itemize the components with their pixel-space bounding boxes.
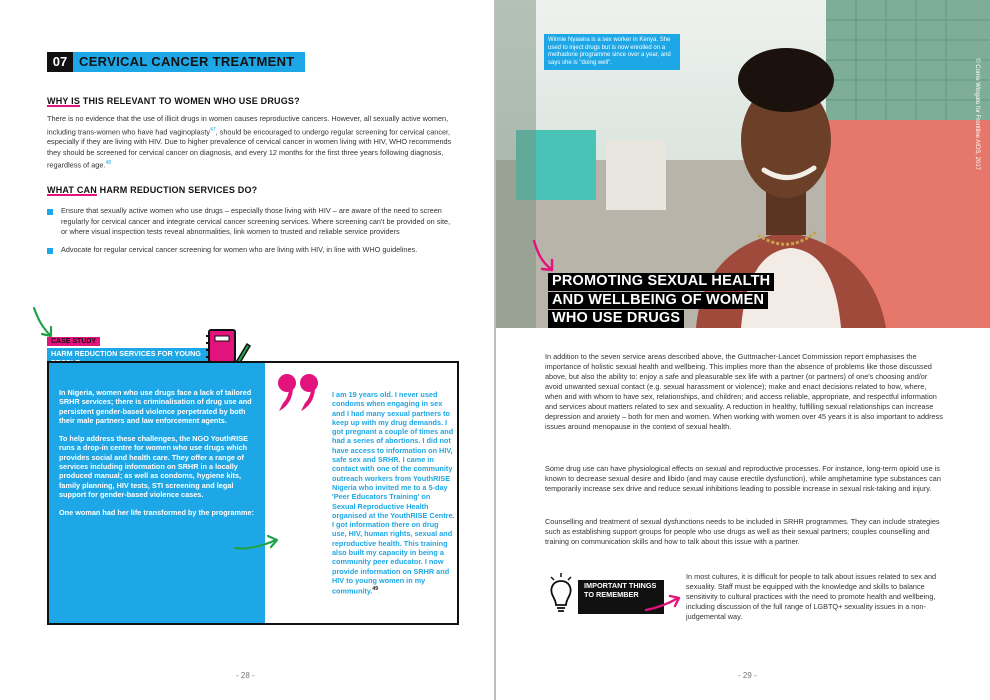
section-header [47,52,305,72]
body-paragraph: Counselling and treatment of sexual dysfunctions needs to be included in SRHR programmes. They can include strategies such as establishing support groups for people who use drugs as well as their sexual partners; couples counselling and training on communication skills and how to talk about this issue with a partner. [545,517,940,546]
bullet-text: Ensure that sexually active women who use drugs – especially those living with HIV – are aware of the need to screen regularly for cervical cancer and integrate cervical cancer screening services. Where screening can't be provided on site, or where visual inspection tests reveal abnormalities, link women to trusted and reliable service providers [61,206,451,236]
question-heading-why [47,96,300,106]
bullet-list [47,206,457,262]
case-study-paragraph: In Nigeria, women who use drugs face a lack of tailored SRHR services; there is criminalisation of drug use and persistent gender-based violence perpetrated by both their male partners and law enforcement agents. [59,388,252,425]
bullet-text: Advocate for regular cervical cancer screening for women who are living with HIV, in line with WHO guidelines. [61,244,418,254]
question-rest: THIS RELEVANT TO WOMEN WHO USE DRUGS? [80,96,300,106]
quote-text: I am 19 years old. I never used condoms when engaging in sex and I had many sexual partners to keep up with my drug demands. I got pregnant a couple of times and had a series of abortions. I did not have access to information on HIV, safe sex and SRHR. I came in contact with one of the community outreach workers from YouthRISE Nigeria who invited me to a 5-day 'Peer Educators Training' on Sexual Reproductive Health organised at the YouthRISE Centre. I got information there on drug use, HIV, human rights, sexual and reproductive health. This training also built my capacity in being a community peer educator. I now provide information on SRHR and HIV to young women in my community. [332,390,455,596]
relevance-paragraph [47,114,452,171]
testimonial-quote [332,390,455,596]
quote-mark-icon [277,373,323,413]
bullet-square-icon [47,248,53,254]
bullet-square-icon [47,209,53,215]
pink-arrow-icon [644,592,684,614]
page-28 [0,0,494,700]
case-study-panel [49,363,265,623]
body-paragraph: Some drug use can have physiological effects on sexual and reproductive processes. For instance, long-term opioid use is known to decrease sexual desire and libido (and may cause erectile dysfunction), while amphetamine type substances can temporarily increase sex drive and reduce sexual inhibitions leading to possible increase in sexual risk-taking and injury. [545,464,941,493]
page-29 [496,0,990,700]
green-arrow-icon [30,305,56,339]
photo-caption: Winnie Nyawira is a sex worker in Kenya. She used to inject drugs but is now enrolled on a methadone programme since over a year, and says she is "doing well". [544,34,680,70]
page-number: - 29 - [738,671,757,680]
question-underlined: WHY IS [47,96,81,106]
bullet-item [47,206,457,238]
pink-arrow-icon [530,238,558,274]
case-study-paragraph: To help address these challenges, the NGO YouthRISE runs a drop-in centre for women who use drugs which provides social and health care. They offer a range of services including information on SRHR in a locally produced manual; as well as condoms, hygiene kits, family planning, HIV tests, STI screening and legal support for gender-based violence cases. [59,434,248,499]
relevance-text-1: There is no evidence that the use of illicit drugs in women causes reproductive cancers. However, all sexually active women, including trans-women who have had vaginoplasty [47,114,449,136]
page-title-line: PROMOTING SEXUAL HEALTH [548,273,774,291]
case-study-body [59,388,257,527]
page-number: - 28 - [236,671,255,680]
footnote-ref: 49 [372,586,378,593]
case-study-box [47,361,459,625]
case-study-title: HARM REDUCTION SERVICES FOR YOUNG [47,348,210,369]
question-rest: HARM REDUCTION SERVICES DO? [96,185,258,195]
photo-credit: © Corrie Wingate for Frontline AIDS, 2017 [974,58,980,170]
question-underlined: WHAT CAN [47,185,97,195]
page-title-line: WHO USE DRUGS [548,310,684,328]
section-number: 07 [47,52,73,72]
question-heading-what [47,185,257,195]
important-label: IMPORTANT THINGS TO REMEMBER [578,580,664,614]
footnote-ref: 47 [210,126,216,133]
green-arrow-icon [232,532,282,554]
important-text: In most cultures, it is difficult for people to talk about issues related to sex and sexuality. Staff must be equipped with the knowledge and skills to balance sensitivity to cultural practices with the need to promote health and wellbeing, including discussion of the full range of LGBTQ+ sexuality issues in a non-judgemental way. [686,572,937,621]
footnote-ref: 48 [105,160,111,167]
case-study-tag: CASE STUDY [47,337,100,346]
case-study-paragraph: One woman had her life transformed by the programme: [59,508,255,518]
relevance-text-2: , should be encouraged to undergo regular screening for cervical cancer, especially if they are living with HIV. Due to higher prevalence of cervical cancer in women living with HIV, WHO recommends they should be screened for cervical cancer on diagnosis, and every 12 months for the first three years following diagnosis, regardless of age. [47,126,452,170]
page-title-line: AND WELLBEING OF WOMEN [548,292,768,310]
section-title: CERVICAL CANCER TREATMENT [73,52,305,72]
body-paragraph: In addition to the seven service areas described above, the Guttmacher-Lancet Commission report emphasises the importance of holistic sexual health and wellbeing. This implies more than the absence of problems like those discussed above, but also the ability to: enjoy a safe and pleasurable sex life with a partner (or partners) of one's choosing and/or avoid unwanted sexual contact (e.g. sexual harassment or violence); make and enact decisions related to how, where, when and with whom to have sex, relationships, and children; and access reliable, appropriate, and respectful information and services about matters related to sex and sexuality. A reduction in healthy, fulfilling sexual relationships can increase depression and anxiety – both for men and women. When working with women over 45 years it is also important to address issues around menopause in the context of sexual health. [545,352,943,431]
bullet-item [47,245,457,256]
lightbulb-icon [546,572,576,614]
page-title [548,272,774,328]
